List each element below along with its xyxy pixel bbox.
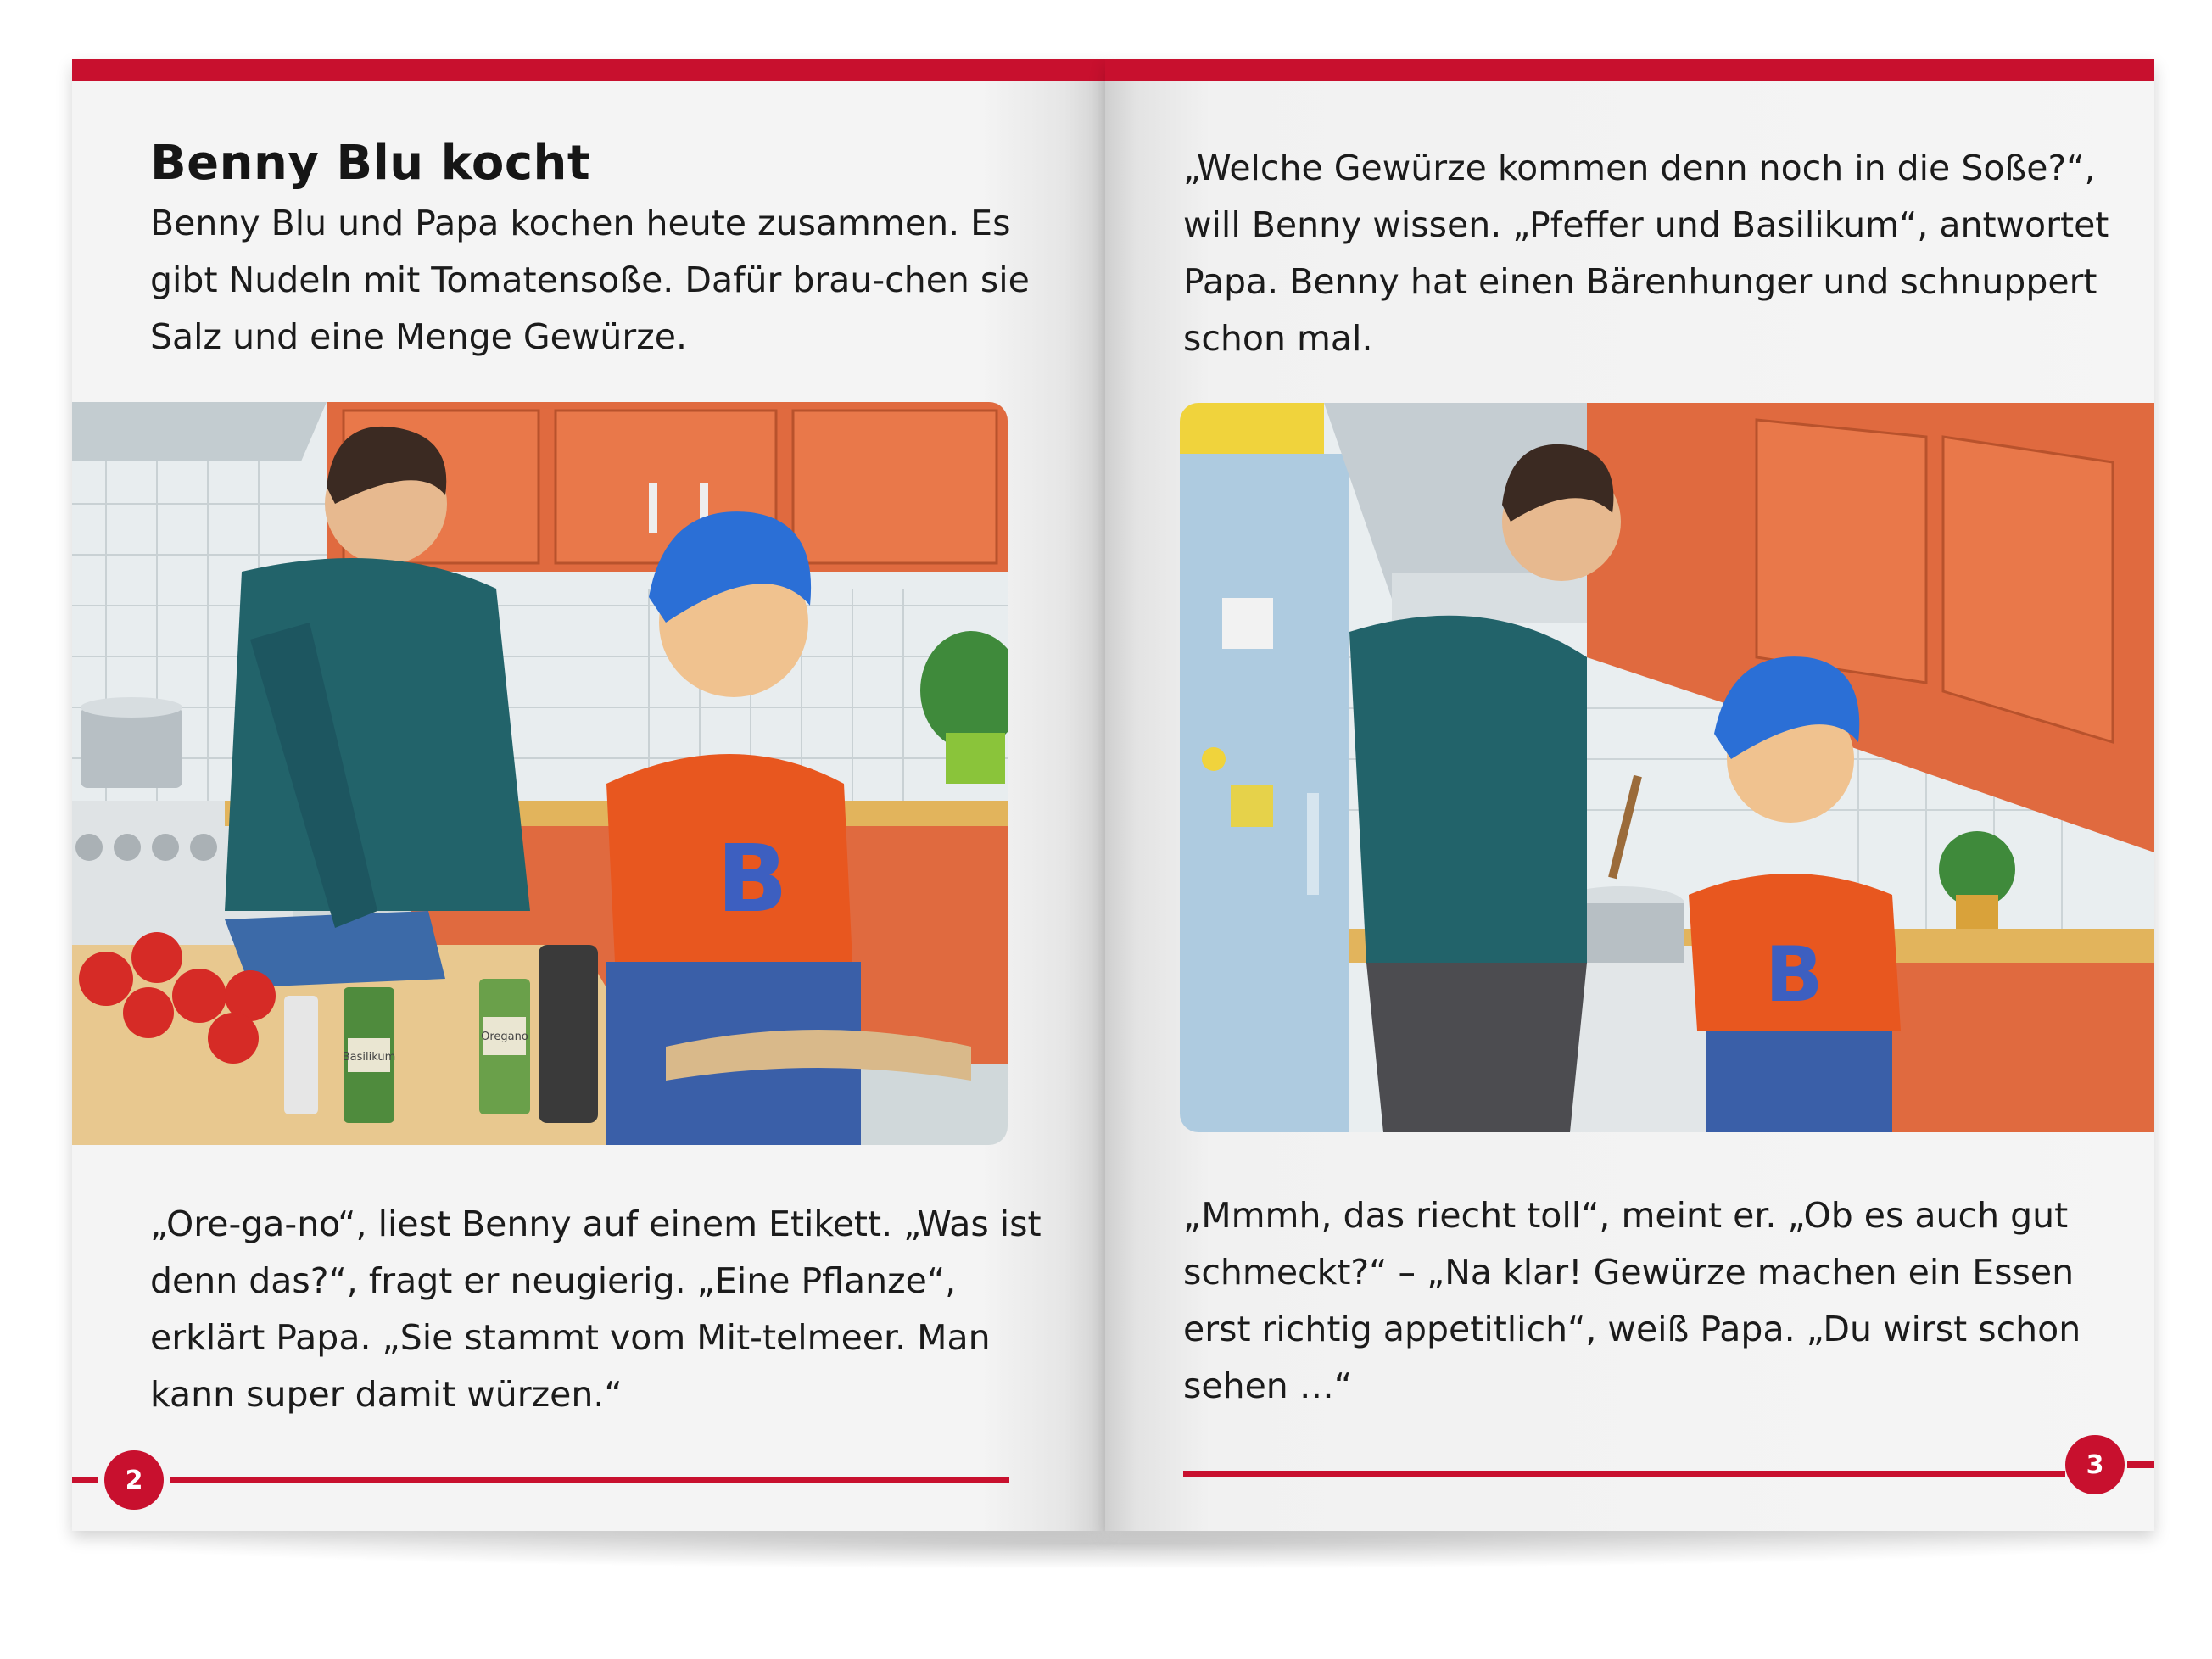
kitchen-illustration-right (1180, 403, 2154, 1132)
svg-text:B: B (717, 824, 788, 933)
jar-label-oregano: Oregano (481, 1031, 528, 1043)
footer-rule (1183, 1471, 2065, 1477)
footer-rule-stub (2127, 1461, 2154, 1468)
kitchen-illustration-left (72, 402, 1008, 1145)
footer-rule-stub (72, 1477, 98, 1483)
dialogue-paragraph-bottom: „Mmmh, das riecht toll“, meint er. „Ob es auch gut schmeckt?“ – „Na klar! Gewürze machen ein Essen erst richtig appetitlich“, weiß Papa. „Du wirst schon sehen …“ (1183, 1195, 2081, 1406)
page-number-badge: 3 (2065, 1435, 2125, 1494)
jar-label-basilikum: Basilikum (342, 1051, 396, 1064)
svg-text:B: B (1765, 930, 1824, 1019)
page-number-badge: 2 (104, 1450, 164, 1510)
page-title: Benny Blu kocht (150, 136, 591, 191)
kitchen-scene-cutting (72, 402, 1008, 1145)
top-red-band (1105, 59, 2154, 81)
kitchen-scene-stirring (1180, 403, 2154, 1132)
dialogue-paragraph-left: „Ore-ga-no“, liest Benny auf einem Etikett. „Was ist denn das?“, fragt er neugierig. „Eine Pflanze“, erklärt Papa. „Sie stammt vom Mit-telmeer. Man kann super damit würzen.“ (150, 1204, 1042, 1415)
top-red-band (72, 59, 1105, 81)
dialogue-paragraph-top: „Welche Gewürze kommen denn noch in die Soße?“, will Benny wissen. „Pfeffer und Basilikum“, antwortet Papa. Benny hat einen Bärenhunger und schnuppert schon mal. (1183, 148, 2109, 359)
intro-paragraph: Benny Blu und Papa kochen heute zusammen. Es gibt Nudeln mit Tomatensoße. Dafür brau-chen sie Salz und eine Menge Gewürze. (150, 203, 1030, 357)
footer-rule (170, 1477, 1009, 1483)
left-page (72, 59, 1105, 1531)
right-page (1105, 59, 2154, 1531)
